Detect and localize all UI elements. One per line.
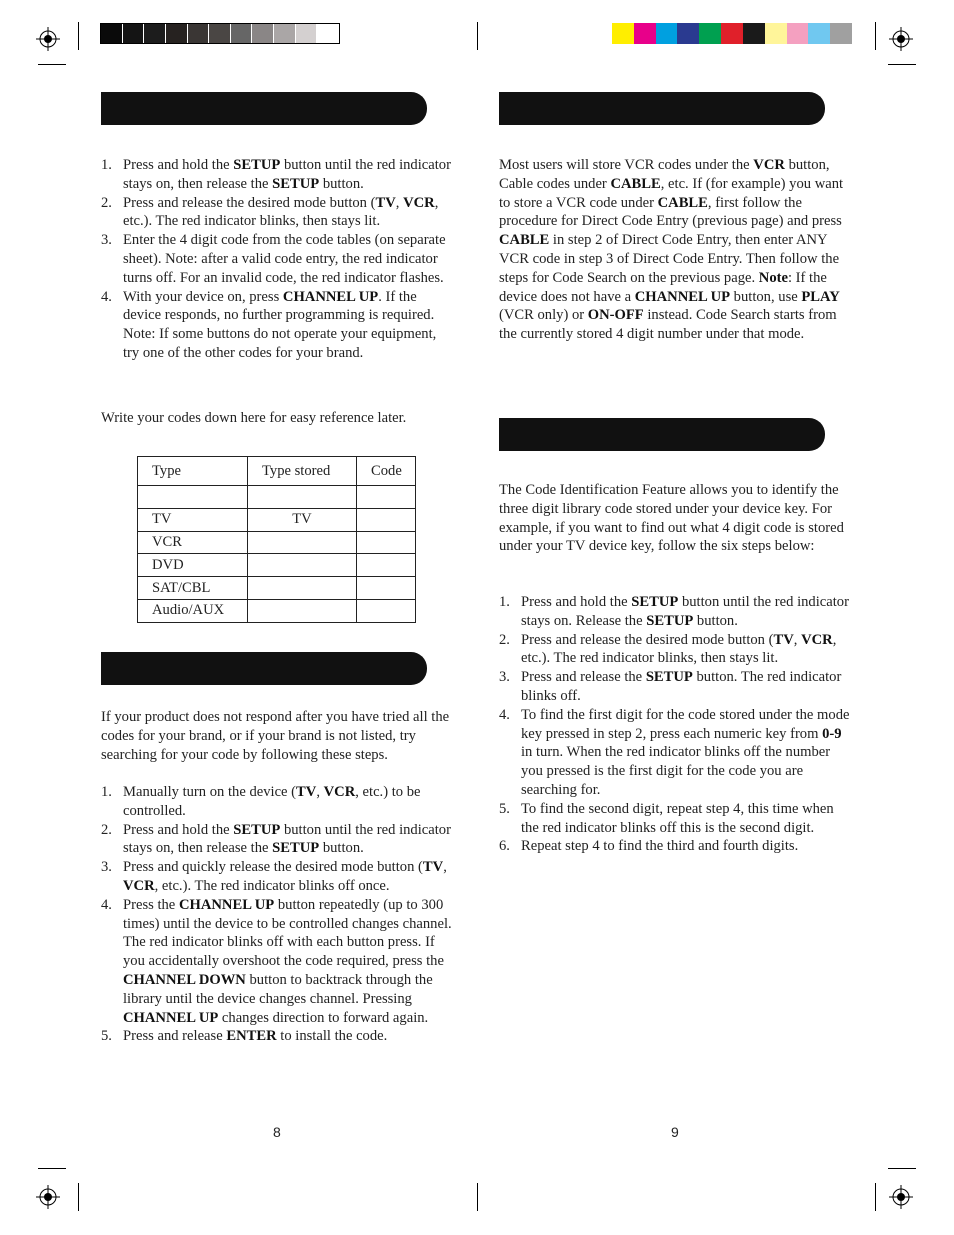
bold-term: 0-9 [822,725,842,742]
codes-table [137,456,416,623]
bold-term: CHANNEL DOWN [123,971,246,988]
color-swatch [166,24,188,43]
color-swatch [656,23,678,44]
code-id-steps [499,593,851,856]
table-cell [357,554,416,577]
step-item: 4. To find the first digit for the code stored under the mode key pressed in step 2, press each numeric key from 0-9 in turn. When the red indicator blinks off the number you pressed is the first digit for the code you are searching for. [499,706,850,798]
step-number: 5. [101,1028,112,1045]
store-codes-text: Most users will store VCR codes under the VCR button, Cable codes under CABLE, etc. If (for example) you want to store a VCR code under CABLE, first follow the procedure for Direct Code Entry (previous page) and press CABLE in step 2 of Direct Code Entry, then enter ANY VCR code in step 3 of Direct Code Entry. Then follow the steps for Code Search on the previous page. Note: If the device does not have a CHANNEL UP button, use PLAY (VCR only) or ON-OFF instead. Code Search starts from the currently stored 4 digit number under that mode. [499,157,844,343]
bold-term: SETUP [631,594,679,610]
section-header-bar-direct-entry [101,92,427,125]
bold-term: ENTER [226,1028,277,1045]
code-id-intro: The Code Identification Feature allows you to identify the three digit library code stored under your device key. For example, if you want to find out what 4 digit code is stored under your TV device key, follow the six steps below: [499,482,844,555]
page-number-right: 9 [671,1124,679,1140]
bold-term: CHANNEL UP [282,288,379,305]
table-row [138,531,416,554]
color-swatch [677,23,699,44]
bold-term: VCR [801,631,833,648]
color-swatch [765,23,787,44]
bold-term: TV [375,194,396,211]
step-number: 3. [101,859,112,876]
table-cell: Audio/AUX [138,599,248,622]
step-item: 3. Press and release the SETUP button. The red indicator blinks off. [499,669,842,704]
table-cell: TV [138,508,248,531]
color-swatch [101,24,123,43]
step-item: 4. With your device on, press CHANNEL UP. If the device responds, no further programming is required. Note: If some buttons do not operate your equipment, try one of the other codes for your brand. [101,288,437,361]
bold-term: TV [422,859,444,876]
step-item: 6. Repeat step 4 to find the third and fourth digits. [499,838,799,855]
bold-term: CHANNEL UP [123,1009,219,1026]
table-cell [248,554,357,577]
step-item: 1. Press and hold the SETUP button until the red indicator stays on. Release the SETUP button. [499,594,849,629]
bold-term: TV [296,784,317,800]
color-swatch [808,23,830,44]
color-swatch-strip [612,23,852,44]
step-item: 5. To find the second digit, repeat step 4, this time when the red indicator blinks off this is the second digit. [499,800,834,836]
table-cell: VCR [138,531,248,554]
bold-term: SETUP [233,157,281,173]
step-item: 3. Press and quickly release the desired mode button (TV, VCR, etc.). The red indicator blinks off once. [101,859,447,894]
table-cell [357,486,416,509]
registration-mark-top-left [36,27,60,51]
registration-mark-bottom-right [889,1185,913,1209]
table-cell [248,531,357,554]
code-search-steps [101,783,453,1046]
table-header-row [138,457,416,486]
page-number-left: 8 [273,1124,281,1140]
color-swatch [634,23,656,44]
table-cell [357,577,416,600]
table-header-cell: Type stored [248,457,357,486]
step-item: 1. Press and hold the SETUP button until the red indicator stays on, then release the SETUP button. [101,157,451,192]
bold-term: SETUP [646,612,694,629]
table-cell [248,599,357,622]
bold-term: VCR [403,194,435,211]
step-item: 5. Press and release ENTER to install the code. [101,1028,388,1045]
color-swatch [317,24,339,43]
bold-term: PLAY [801,288,840,305]
step-item: 2. Press and hold the SETUP button until the red indicator stays on, then release the SETUP button. [101,821,451,857]
bold-term: CHANNEL UP [634,288,731,305]
table-cell [357,508,416,531]
step-number: 2. [101,194,112,211]
step-number: 2. [499,631,510,648]
step-item: 1. Manually turn on the device (TV, VCR, etc.) to be controlled. [101,784,421,819]
table-cell: DVD [138,554,248,577]
registration-mark-bottom-left [36,1185,60,1209]
table-row [138,486,416,509]
table-cell: SAT/CBL [138,577,248,600]
color-swatch [612,23,634,44]
bold-term: Note [758,269,788,286]
table-cell [248,577,357,600]
bold-term: SETUP [272,175,320,192]
bold-term: CHANNEL UP [178,896,275,913]
color-swatch [296,24,318,43]
step-number: 3. [101,232,112,249]
bold-term: VCR [323,784,356,800]
bold-term: SETUP [645,669,693,686]
step-item: 3. Enter the 4 digit code from the code tables (on separate sheet). Note: after a valid code entry, the red indicator turns off. For an invalid code, the red indicator flashes. [101,232,446,286]
table-row [138,599,416,622]
color-swatch [123,24,145,43]
color-swatch [231,24,253,43]
step-number: 1. [101,157,112,173]
bold-term: CABLE [610,175,661,192]
bold-term: CABLE [657,194,708,211]
color-swatch [209,24,231,43]
registration-mark-top-right [889,27,913,51]
step-number: 5. [499,800,510,817]
color-swatch [830,23,852,44]
gray-swatch-strip [100,23,340,44]
step-number: 6. [499,838,510,855]
color-swatch [188,24,210,43]
crop-mark [38,64,66,65]
crop-mark [38,1168,66,1169]
code-search-intro: If your product does not respond after you have tried all the codes for your brand, or if your brand is not listed, try searching for your code by following these steps. [101,709,450,763]
color-swatch [252,24,274,43]
bold-term: ON-OFF [587,307,644,324]
step-number: 4. [101,896,112,913]
crop-mark [78,1183,79,1211]
color-swatch [699,23,721,44]
table-row [138,554,416,577]
direct-entry-steps [101,156,453,363]
color-swatch [743,23,765,44]
table-header-cell: Code [357,457,416,486]
section-header-bar-code-search [101,652,427,685]
crop-mark [888,64,916,65]
section-header-bar-code-id [499,418,825,451]
crop-mark [477,22,478,50]
table-cell [248,486,357,509]
crop-mark [888,1168,916,1169]
write-codes-note: Write your codes down here for easy reference later. [101,410,407,426]
step-number: 1. [499,594,510,610]
bold-term: VCR [123,877,155,894]
crop-mark [78,22,79,50]
bold-term: SETUP [233,821,281,838]
color-swatch [721,23,743,44]
step-number: 4. [499,706,510,723]
bold-term: TV [773,631,794,648]
step-item: 4. Press the CHANNEL UP button repeatedly (up to 300 times) until the device to be controlled changes channel. The red indicator blinks off with each button press. If you accidentally overshoot the code required, press the CHANNEL DOWN button to backtrack through the library until the device changes channel. Pressing CHANNEL UP changes direction to forward again. [101,896,452,1026]
table-cell [357,531,416,554]
step-item: 2. Press and release the desired mode button (TV, VCR, etc.). The red indicator blinks, then stays lit. [499,631,837,667]
bold-term: VCR [753,157,785,173]
step-number: 4. [101,288,112,305]
table-row [138,577,416,600]
section-header-bar-store-codes [499,92,825,125]
table-cell [357,599,416,622]
table-row [138,508,416,531]
color-swatch [144,24,166,43]
color-swatch [787,23,809,44]
step-number: 1. [101,784,112,800]
step-number: 3. [499,669,510,686]
bold-term: CABLE [499,232,550,249]
table-header-cell: Type [138,457,248,486]
color-swatch [274,24,296,43]
step-number: 2. [101,821,112,838]
step-item: 2. Press and release the desired mode button (TV, VCR, etc.). The red indicator blinks, then stays lit. [101,194,439,230]
table-cell: TV [248,508,357,531]
crop-mark [875,1183,876,1211]
crop-mark [875,22,876,50]
crop-mark [477,1183,478,1211]
bold-term: SETUP [272,840,320,857]
table-cell [138,486,248,509]
